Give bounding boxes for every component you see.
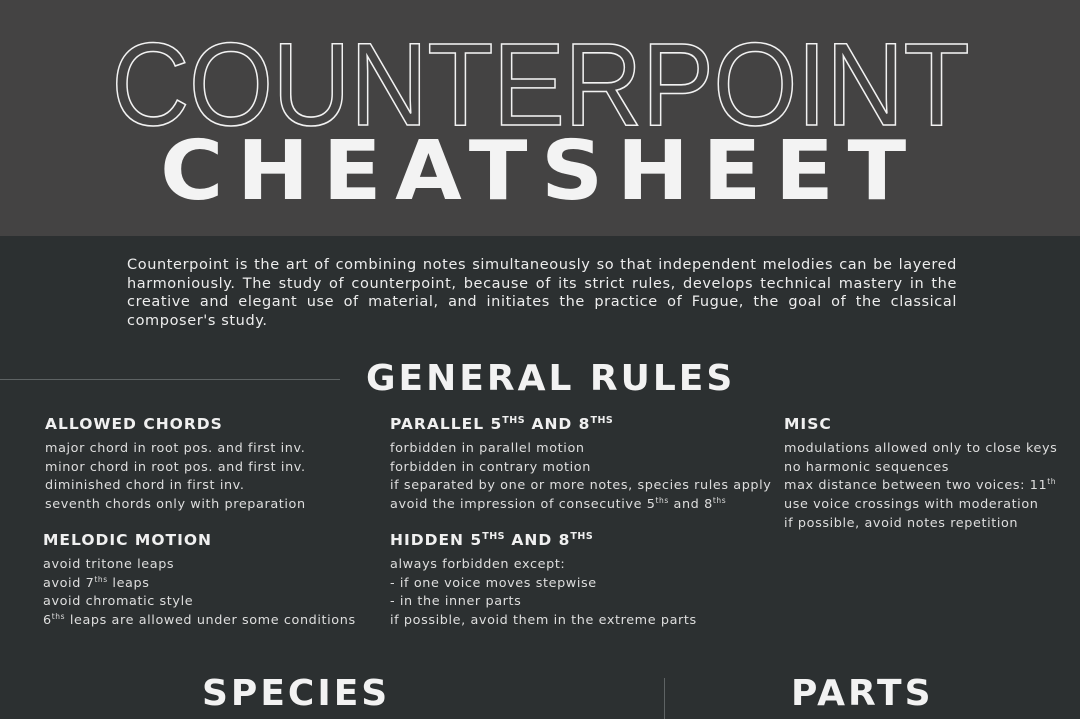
rule-item: modulations allowed only to close keys	[784, 441, 1058, 456]
block-melodic-motion	[43, 530, 356, 631]
heading-allowed-chords: ALLOWED CHORDS	[45, 415, 223, 433]
intro-paragraph: Counterpoint is the art of combining notes simultaneously so that independent melodies can be layered harmoniously. The study of counterpoint, because of its strict rules, develops technical mastery in the creative and elegant use of material, and initiates the practice of Fugue, the goal of the classical composer's study.	[127, 257, 957, 329]
rule-item: seventh chords only with preparation	[45, 497, 306, 513]
rule-item: avoid the impression of consecutive $5^{ths}$ and $8^{ths}$	[390, 496, 727, 513]
rule-item: minor chord in root pos. and first inv.	[45, 459, 306, 475]
title-cheatsheet: CHEATSHEET	[160, 124, 920, 219]
rule-item: diminished chord in first inv.	[45, 478, 245, 494]
block-parallel-fifths-octaves	[390, 414, 771, 515]
block-hidden-fifths-octaves	[390, 530, 697, 631]
section-title-parts: PARTS	[791, 673, 934, 714]
rule-item: $6^{ths}$ leaps are allowed under some conditions	[43, 612, 356, 629]
rule-item: forbidden in parallel motion	[390, 441, 585, 456]
heading-misc: MISC	[784, 415, 832, 433]
heading-melodic-motion: MELODIC MOTION	[43, 531, 213, 549]
header-banner	[0, 0, 1080, 236]
rule-item: - if one voice moves stepwise	[390, 575, 597, 591]
rule-item: - in the inner parts	[390, 594, 522, 610]
rule-item: avoid chromatic style	[43, 594, 194, 610]
rule-item: if possible, avoid notes repetition	[784, 515, 1019, 531]
rule-item: forbidden in contrary motion	[390, 459, 591, 475]
rule-item: if separated by one or more notes, species rules apply	[390, 478, 772, 494]
heading-parallel: PARALLEL $5^{THS}$ AND $8^{THS}$	[390, 415, 614, 433]
vertical-divider	[664, 678, 665, 719]
block-misc	[784, 414, 1057, 534]
rule-item: major chord in root pos. and first inv.	[45, 441, 306, 456]
title-counterpoint: COUNTERPOINT	[111, 19, 969, 151]
section-title-species: SPECIES	[202, 673, 391, 714]
heading-hidden: HIDDEN $5^{THS}$ AND $8^{THS}$	[390, 531, 594, 549]
divider-line	[0, 379, 340, 380]
rule-item: max distance between two voices: 11th	[784, 477, 1057, 494]
rule-item: always forbidden except:	[390, 557, 566, 572]
rule-item: avoid tritone leaps	[43, 557, 175, 572]
block-allowed-chords	[45, 414, 306, 515]
rule-item: use voice crossings with moderation	[784, 497, 1039, 513]
section-title-general-rules: GENERAL RULES	[366, 358, 736, 399]
rule-item: avoid $7^{ths}$ leaps	[43, 574, 150, 591]
rule-item: if possible, avoid them in the extreme parts	[390, 613, 697, 629]
rule-item: no harmonic sequences	[784, 459, 949, 475]
